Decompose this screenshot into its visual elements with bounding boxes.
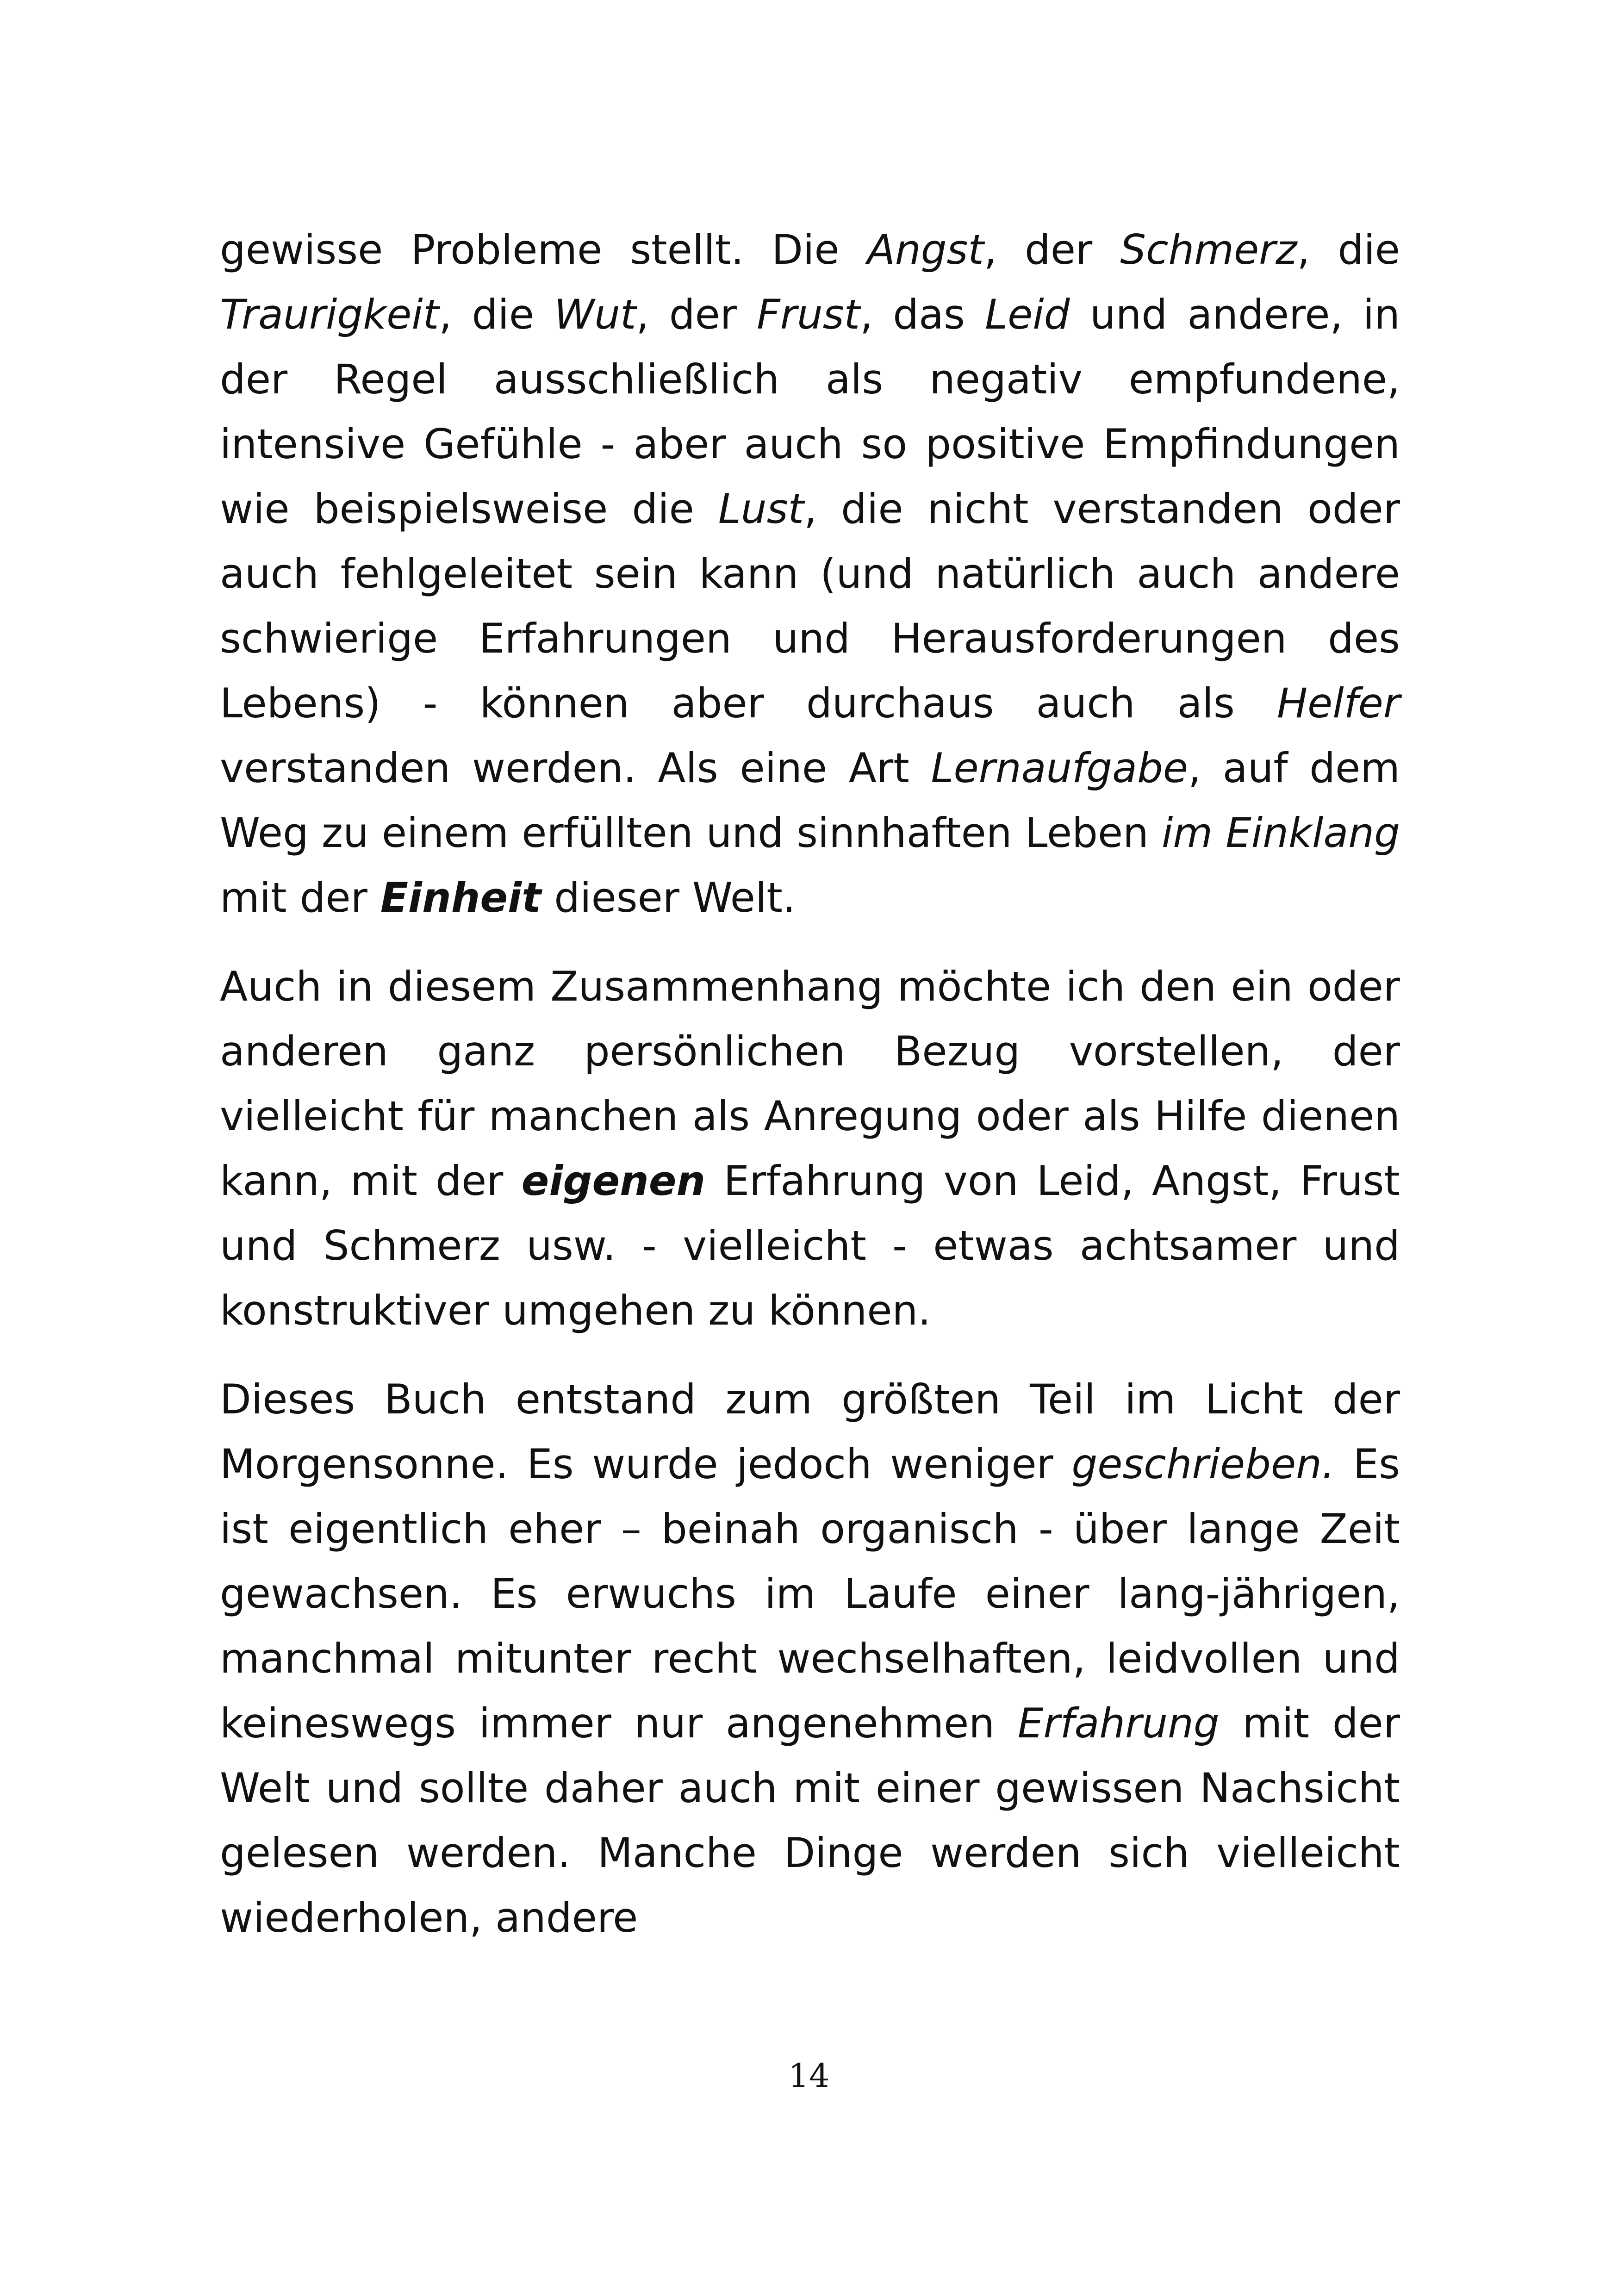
- text-run: mit der: [220, 809, 1413, 921]
- text-run: Frust: [757, 291, 860, 338]
- body-text: [220, 218, 1413, 1974]
- text-run: , die: [1297, 226, 1413, 274]
- text-run: Erfahrung: [1017, 1699, 1220, 1747]
- text-run: Wut: [554, 291, 636, 338]
- text-run: Angst: [867, 226, 984, 274]
- paragraph: [220, 954, 1413, 1343]
- paragraph: [220, 218, 1413, 930]
- text-run: gewisse Probleme stellt. Die: [220, 226, 867, 274]
- text-run: Erfahrung von Leid, Angst, Frust und Schmerz usw. - vielleicht - etwas achtsamer und konstruktiver umgehen zu können.: [220, 1157, 1413, 1334]
- text-run: , der: [636, 291, 757, 338]
- text-run: , auf dem Weg zu einem erfüllten und sinnhaften Leben: [220, 744, 1413, 857]
- text-run: , die: [439, 291, 554, 338]
- text-run: , der: [983, 226, 1120, 274]
- text-run: eigenen: [521, 1157, 706, 1205]
- text-run: Auch in diesem Zusammenhang möchte ich den ein oder anderen ganz persönlichen Bezug vorstellen, der vielleicht für manchen als Anregung oder als Hilfe dienen kann, mit der: [220, 963, 1413, 1205]
- text-run: Dieses Buch entstand zum größten Teil im Licht der Morgensonne. Es wurde jedoch weniger: [220, 1375, 1413, 1488]
- text-run: Einheit: [380, 874, 541, 921]
- text-run: Helfer: [1276, 679, 1400, 727]
- text-run: Lernaufgabe: [931, 744, 1189, 792]
- text-run: Leid: [985, 291, 1070, 338]
- text-run: verstanden werden. Als eine Art: [220, 679, 1413, 792]
- text-run: im Einklang: [1161, 809, 1400, 857]
- text-run: Traurigkeit: [220, 291, 439, 338]
- text-run: und andere, in der Regel ausschließlich als negativ empfundene, intensive Gefühle - aber auch so positive Empfindungen wie beispielsweise die: [220, 291, 1413, 533]
- text-run: mit der Welt und sollte daher auch mit einer gewissen Nachsicht gelesen werden. Manche Dinge werden sich vielleicht wiederholen, andere: [220, 1699, 1413, 1941]
- paragraph: [220, 1367, 1413, 1950]
- text-run: , das: [860, 291, 985, 338]
- page-number: 14: [788, 2057, 830, 2095]
- text-run: , die nicht verstanden oder auch fehlgeleitet sein kann (und natürlich auch andere schwierige Erfahrungen und Herausforderungen des Lebens) - können aber durchaus auch als: [220, 485, 1413, 727]
- text-run: Schmerz: [1120, 226, 1297, 274]
- text-run: Es ist eigentlich eher – beinah organisch - über lange Zeit gewachsen. Es erwuchs im Laufe einer lang-jährigen, manchmal mitunter recht wechselhaften, leidvollen und keineswegs immer nur angenehmen: [220, 1440, 1413, 1747]
- text-run: geschrieben.: [1071, 1440, 1335, 1488]
- text-run: Lust: [718, 485, 804, 533]
- text-run: dieser Welt.: [541, 874, 796, 921]
